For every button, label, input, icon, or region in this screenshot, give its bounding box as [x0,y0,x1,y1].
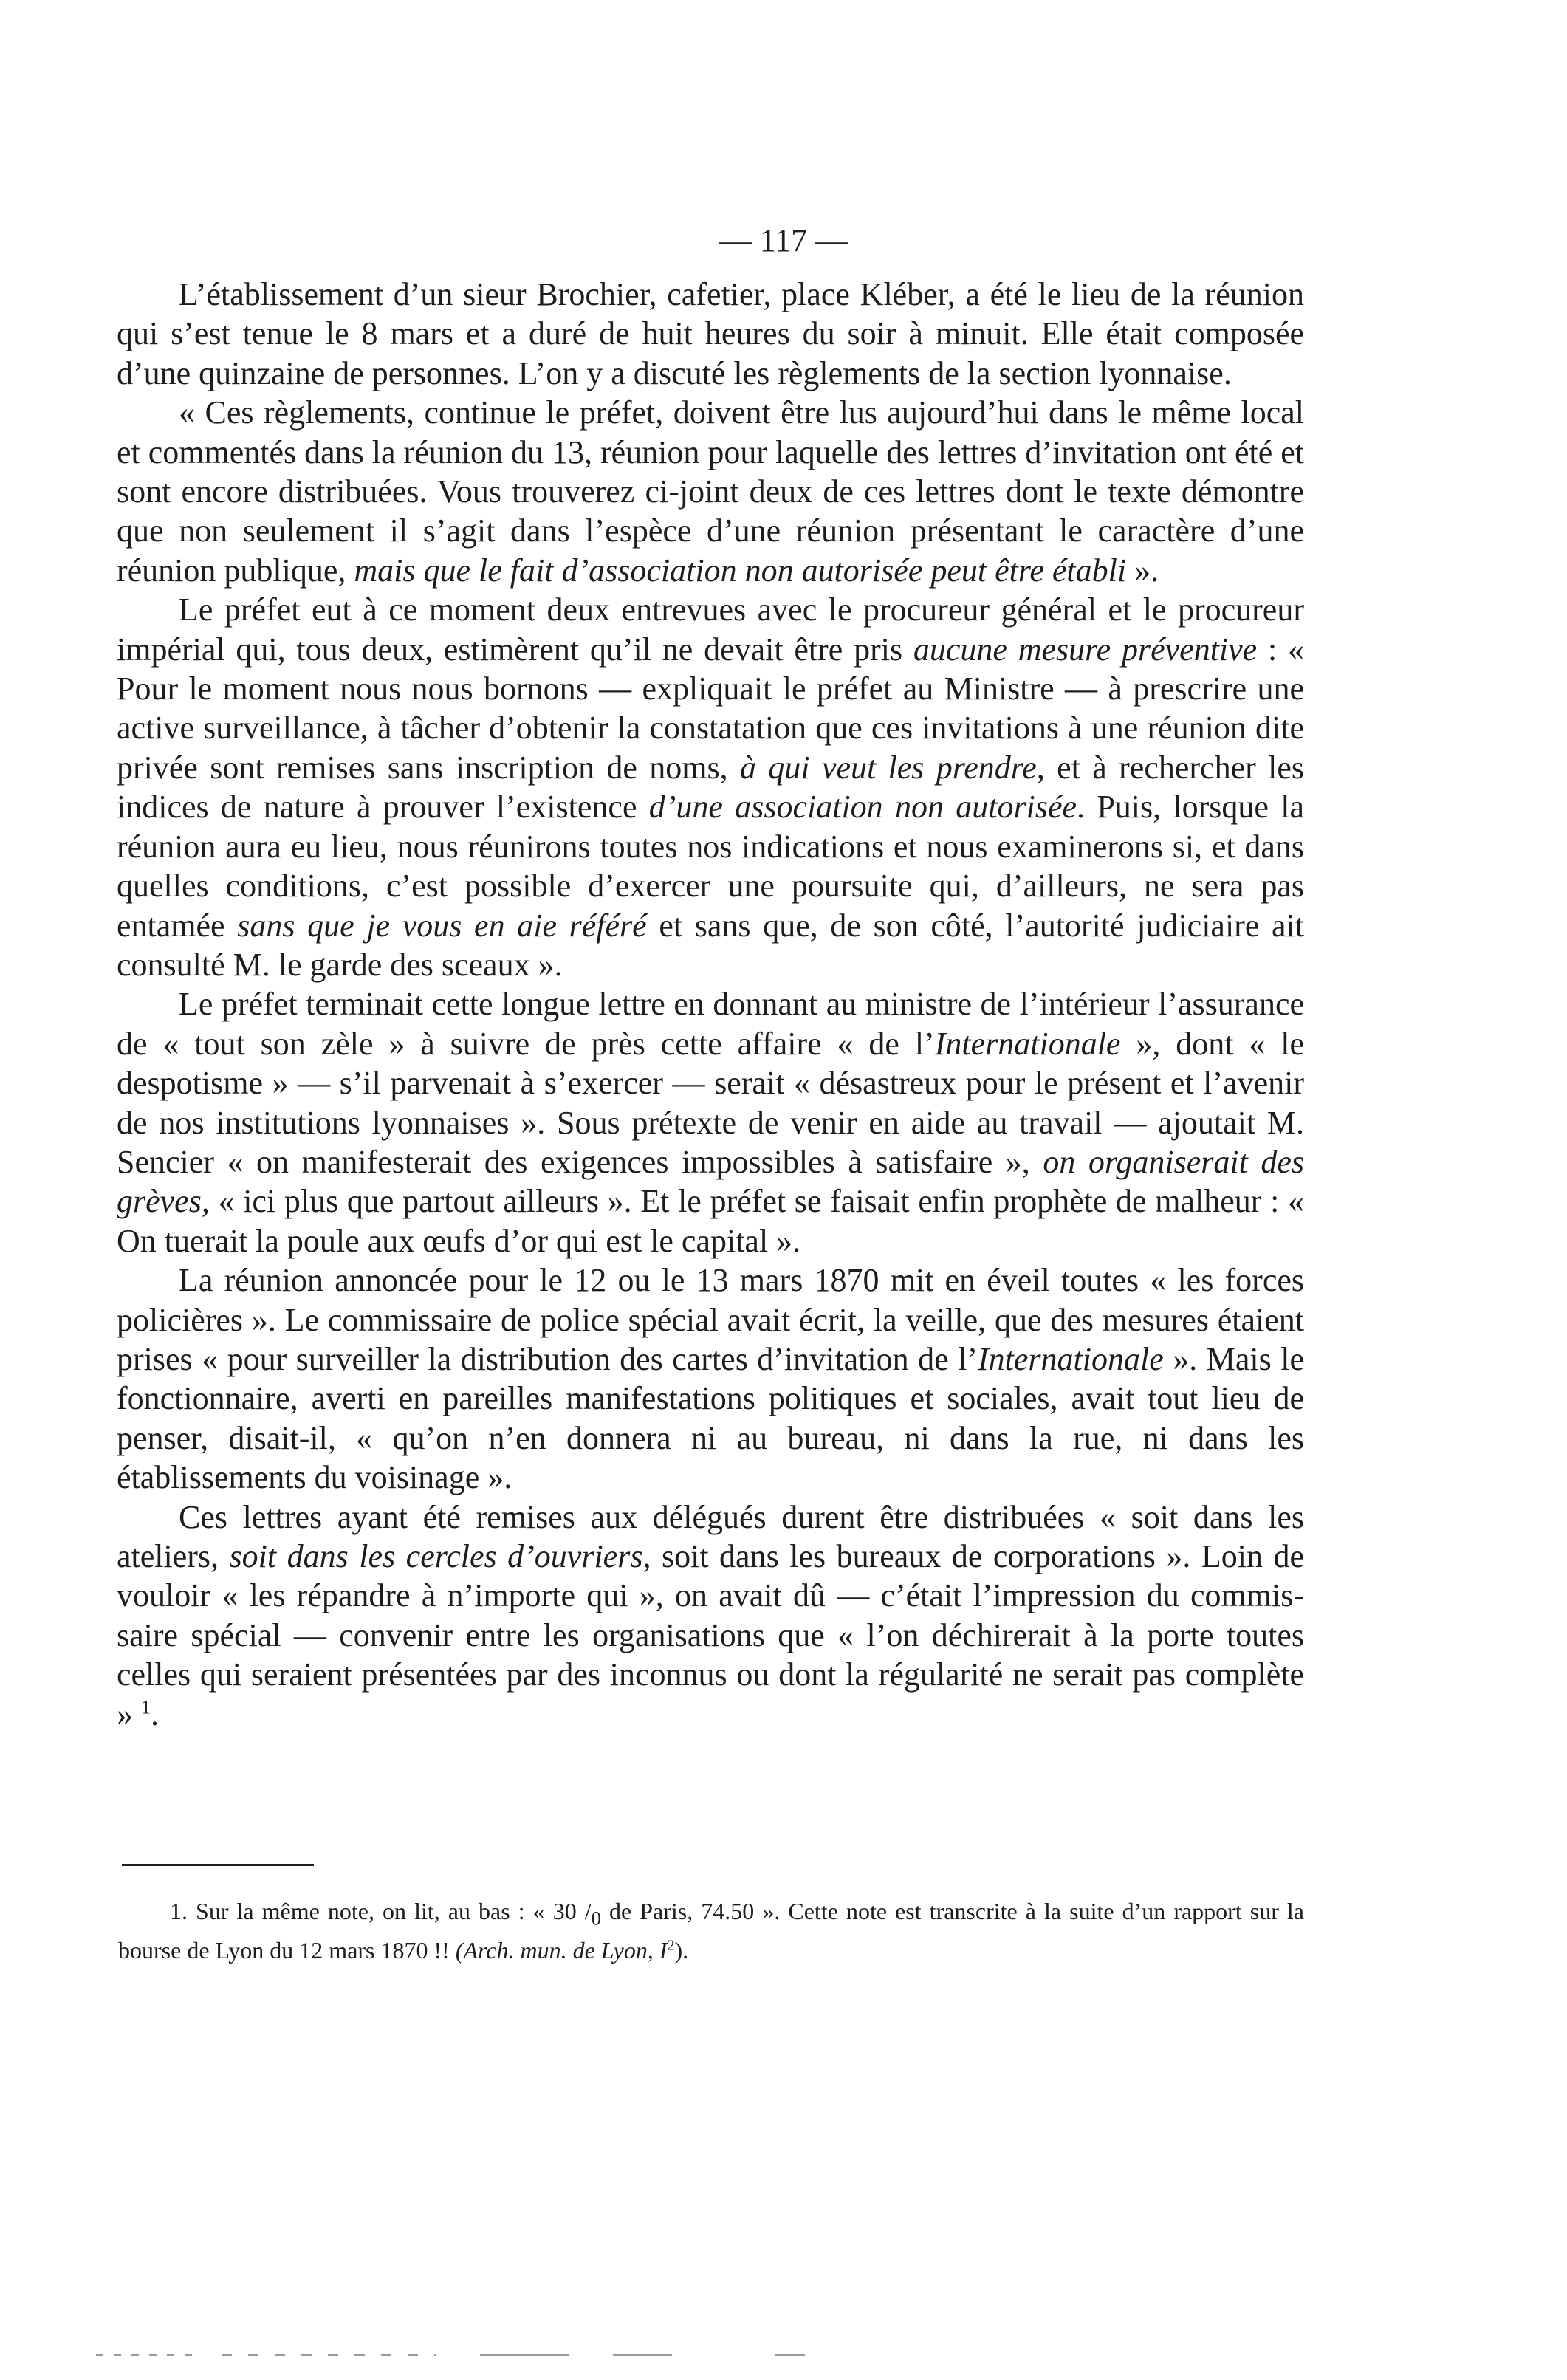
text-run: L’établissement d’un sieur Brochier, cafetier, place Kléber, a été le lieu de la réunion qui s’est tenue le 8 mars et a duré de huit heures du soir à minuit. Elle était composée d’une quinzaine de personnes. L’on y a discuté les règlements de la section lyonnaise. [117,276,1304,391]
italic-run: à qui veut les prendre [740,749,1037,786]
text-run: , et à rechercher les indices de nature à prouver l’existence [117,749,1304,826]
text-run: », dont « le despotisme » — s’il parvenait à s’exercer — serait « désastreux pour le présent et l’avenir de nos institutions lyonnaises ». Sous prétexte de venir en aide au travail — ajoutait M. Sencier « on manifesterait des exigences impossibles à satisfaire », [117,1025,1304,1180]
paragraph-5 [117,1261,1304,1497]
footnote-subscript: 0 [591,1907,601,1930]
text-run: ». Mais le fonctionnaire, averti en pareilles manifestations politiques et sociales, avait tout lieu de penser, disait-il, « qu’on n’en donnera ni au bureau, ni dans la rue, ni dans les établissements du voisinage ». [117,1340,1304,1496]
paragraph-6 [117,1498,1304,1734]
footnote-text: 1. Sur la même note, on lit, au bas : « 30 / [170,1898,592,1924]
text-run: , « ici plus que partout ailleurs ». Et le préfet se faisait enfin prophète de malheur : « On tuerait la poule aux œufs d’or qui est le capital ». [117,1183,1304,1259]
italic-run: sans que je vous en aie référé [237,907,647,944]
footnote-reference: 1 [141,1695,151,1718]
footnote-superscript: 2 [667,1937,675,1954]
text-run: . Puis, lorsque la réunion aura eu lieu, nous réunirons toutes nos indications et nous examinerons si, et dans quelles conditions, c’est possible d’exercer une poursuite qui, d’ailleurs, ne sera pas entamée [117,789,1304,944]
italic-run: mais que le fait d’association non autorisée peut être établi [354,552,1127,589]
text-run: ». [1126,552,1159,589]
body-text [117,275,1304,1734]
text-run: . [151,1695,159,1732]
paragraph-4 [117,984,1304,1261]
paragraph-2 [117,393,1304,590]
paragraph-1 [117,275,1304,393]
italic-run: soit dans les cercles d’ouvriers [229,1538,643,1574]
footnote-archive-reference: (Arch. mun. de Lyon, I [455,1937,668,1964]
footnote-text: de Paris, 74.50 ». Cette note est transcrite à la suite d’un rapport sur la bourse de Lyon du 12 mars 1870 !! [118,1898,1305,1964]
text-run: et sans que, de son côté, l’autorité judiciaire ait consulté M. le garde des sceaux ». [117,907,1304,983]
paragraph-3 [117,590,1304,984]
footnote [118,1895,1304,1966]
italic-run: Internationale [934,1025,1121,1062]
text-run: Ces lettres ayant été remises aux délégués durent être distribuées « soit dans les ateliers, [117,1498,1304,1574]
text-run: « Ces règlements, continue le préfet, doivent être lus aujourd’hui dans le même local et commentés dans la réunion du 13, réunion pour laquelle des lettres d’invitation ont été et sont encore distribuées. Vous trouverez ci-joint deux de ces lettres dont le texte démontre que non seulement il s’agit dans l’espèce d’une réunion présentant le caractère d’une réunion publique, [117,394,1304,589]
text-run: : « Pour le moment nous nous bornons — expliquait le préfet au Ministre — à prescrire une active surveillance, à tâcher d’obtenir la constatation que ces invitations à une réunion dite privée sont remises sans inscription de noms, [117,631,1304,786]
text-run: Le préfet terminait cette longue lettre en donnant au ministre de l’intérieur l’assurance de « tout son zèle » à suivre de près cette affaire « de l’ [117,986,1304,1062]
scan-edge-marks [96,2353,1351,2357]
italic-run: Internationale [978,1340,1164,1377]
page-number: — 117 — [719,222,848,258]
text-run: Le préfet eut à ce moment deux entrevues avec le procureur général et le procureur impérial qui, tous deux, estimèrent qu’il ne devait être pris [117,591,1304,668]
italic-run: on organiserait des grèves [117,1143,1305,1220]
italic-run: aucune mesure préventive [913,631,1258,668]
text-run: La réunion annoncée pour le 12 ou le 13 mars 1870 mit en éveil toutes « les forces policières ». Le commissaire de police spécial avait écrit, la veille, que des mesures étaient prises « pour surveiller la distribution des cartes d’invitation de l’ [117,1262,1304,1377]
footnote-text: ). [674,1937,689,1964]
text-run: , soit dans les bureaux de corporations ». Loin de vouloir « les répandre à n’importe qui », on avait dû — c’était l’impression du commissaire spécial — convenir entre les organisations que « l’on déchirerait à la porte toutes celles qui seraient présentées par des inconnus ou dont la régularité ne serait pas complète » [117,1538,1304,1732]
footnote-divider [122,1864,314,1866]
italic-run: d’une association non autorisée [648,789,1077,826]
